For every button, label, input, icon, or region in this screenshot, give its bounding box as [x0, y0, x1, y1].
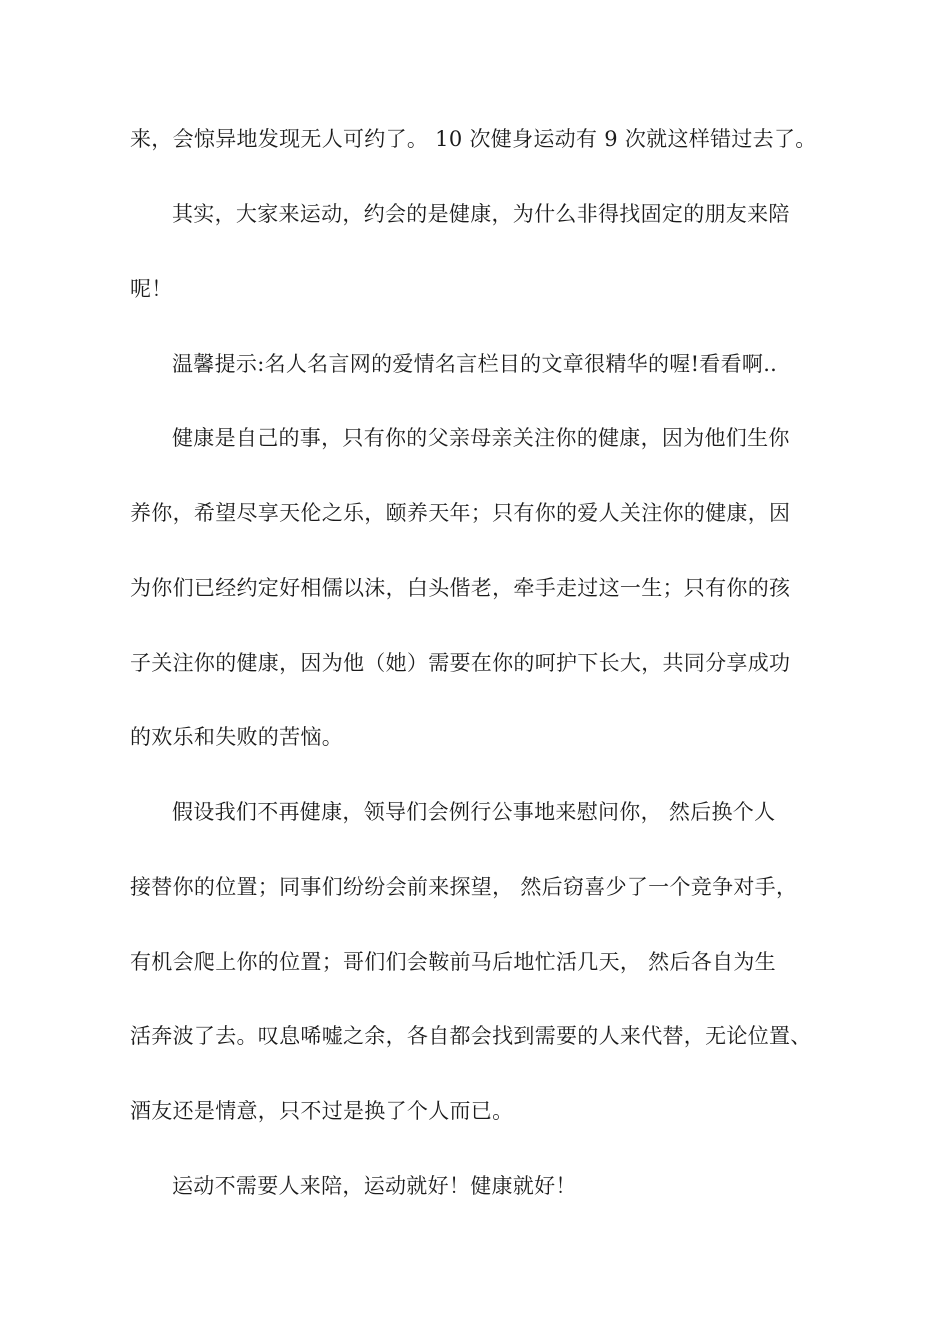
text-line-8: 子关注你的健康，因为他（她）需要在你的呵护下长大，共同分享成功: [130, 651, 791, 675]
text-line-5: 健康是自己的事，只有你的父亲母亲关注你的健康，因为他们生你: [172, 426, 790, 450]
text-line-6: 养你，希望尽享天伦之乐，颐养天年；只有你的爱人关注你的健康，因: [130, 501, 791, 525]
text-line-11: 接替你的位置；同事们纷纷会前来探望， 然后窃喜少了一个竞争对手，: [130, 875, 798, 899]
text-line-14: 酒友还是情意，只不过是换了个人而已。: [130, 1099, 514, 1123]
text-line-10: 假设我们不再健康，领导们会例行公事地来慰问你， 然后换个人: [172, 800, 776, 824]
text-line-1: 来，会惊异地发现无人可约了。 10 次健身运动有 9 次就这样错过去了。: [130, 127, 817, 151]
text-line-3: 呢！: [130, 277, 173, 301]
text-line-9: 的欢乐和失败的苦恼。: [130, 725, 343, 749]
text-line-4: 温馨提示:名人名言网的爱情名言栏目的文章很精华的喔!看看啊..: [172, 352, 778, 376]
text-line-12: 有机会爬上你的位置；哥们们会鞍前马后地忙活几天， 然后各自为生: [130, 950, 776, 974]
text-line-2: 其实，大家来运动，约会的是健康，为什么非得找固定的朋友来陪: [172, 202, 790, 226]
text-line-13: 活奔波了去。叹息唏嘘之余，各自都会找到需要的人来代替，无论位置、: [130, 1024, 812, 1048]
text-line-15: 运动不需要人来陪，运动就好！健康就好！: [172, 1174, 577, 1198]
text-line-7: 为你们已经约定好相儒以沫，白头偕老，牵手走过这一生；只有你的孩: [130, 576, 791, 600]
